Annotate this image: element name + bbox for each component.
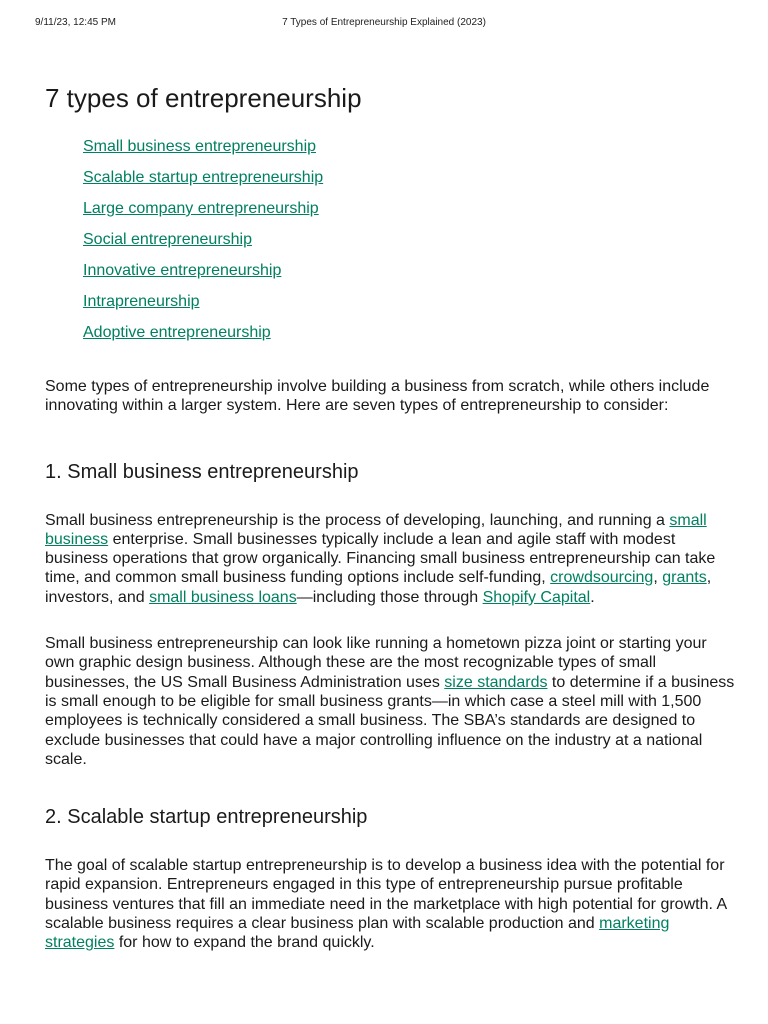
toc-item xyxy=(83,231,735,262)
article-content xyxy=(45,82,735,953)
section-heading-scalable-startup: 2. Scalable startup entrepreneurship xyxy=(45,806,368,829)
size-standards-link[interactable]: size standards xyxy=(444,673,548,691)
small-business-paragraph-2 xyxy=(45,634,735,769)
toc-item xyxy=(83,169,735,200)
toc-item xyxy=(83,293,735,324)
scalable-startup-paragraph xyxy=(45,856,735,952)
text-run: Small business entrepreneurship can look like running a hometown pizza joint or starting your own graphic design business. Although these are the most recognizable types of small businesses, the US Small Business Administration uses xyxy=(45,635,707,691)
toc-link-small-business[interactable]: Small business entrepreneurship xyxy=(83,138,317,155)
print-datetime: 9/11/23, 12:45 PM xyxy=(35,17,116,28)
small-business-link[interactable]: small business xyxy=(45,511,707,548)
intro-paragraph: Some types of entrepreneurship involve building a business from scratch, while others include innovating within a larger system. Here are seven types of entrepreneurship to consider: xyxy=(45,378,710,415)
toc-item xyxy=(83,324,735,355)
table-of-contents xyxy=(45,138,735,355)
print-page-title: 7 Types of Entrepreneurship Explained (2023) xyxy=(282,17,486,28)
text-run: The goal of scalable startup entrepreneurship is to develop a business idea with the potential for rapid expansion. Entrepreneurs engaged in this type of entrepreneurship pursue profitable business ventures that fill an immediate need in the marketplace with high potential for growth. A scalable business requires a clear business plan with scalable production and xyxy=(45,857,727,933)
small-business-paragraph-1 xyxy=(45,511,735,607)
text-run: —including those through xyxy=(296,588,483,606)
section-heading-small-business: 1. Small business entrepreneurship xyxy=(45,460,359,483)
text-run: . xyxy=(590,588,595,606)
toc-item xyxy=(83,200,735,231)
print-header xyxy=(0,17,768,31)
grants-link[interactable]: grants xyxy=(662,569,707,587)
text-run: enterprise. Small businesses typically include a lean and agile staff with modest business operations that grow organically. Financing small business entrepreneurship can take time, and common small business funding options include self-funding, xyxy=(45,530,716,587)
toc-link-adoptive[interactable]: Adoptive entrepreneurship xyxy=(83,324,271,341)
shopify-capital-link[interactable]: Shopify Capital xyxy=(482,588,591,606)
text-run: , investors, and xyxy=(45,569,712,606)
text-run: , xyxy=(653,569,663,587)
text-run: to determine if a business is small enough to be eligible for small business grants—in which case a steel mill with 1,500 employees is technically considered a small business. The SBA’s standards are designed to exclude businesses that could have a major controlling influence on the industry at a national scale. xyxy=(45,673,735,768)
article-title: 7 types of entrepreneurship xyxy=(45,83,362,113)
small-business-loans-link[interactable]: small business loans xyxy=(149,588,297,606)
toc-link-innovative[interactable]: Innovative entrepreneurship xyxy=(83,262,282,279)
text-run: for how to expand the brand quickly. xyxy=(114,934,375,952)
toc-link-social[interactable]: Social entrepreneurship xyxy=(83,231,252,248)
text-run: Small business entrepreneurship is the process of developing, launching, and running a xyxy=(45,511,670,529)
toc-link-intrapreneurship[interactable]: Intrapreneurship xyxy=(83,293,200,310)
crowdsourcing-link[interactable]: crowdsourcing xyxy=(550,569,654,587)
toc-item xyxy=(83,262,735,293)
toc-link-scalable-startup[interactable]: Scalable startup entrepreneurship xyxy=(83,169,324,186)
toc-item xyxy=(83,138,735,169)
toc-link-large-company[interactable]: Large company entrepreneurship xyxy=(83,200,319,217)
marketing-strategies-link[interactable]: marketing strategies xyxy=(45,915,670,952)
